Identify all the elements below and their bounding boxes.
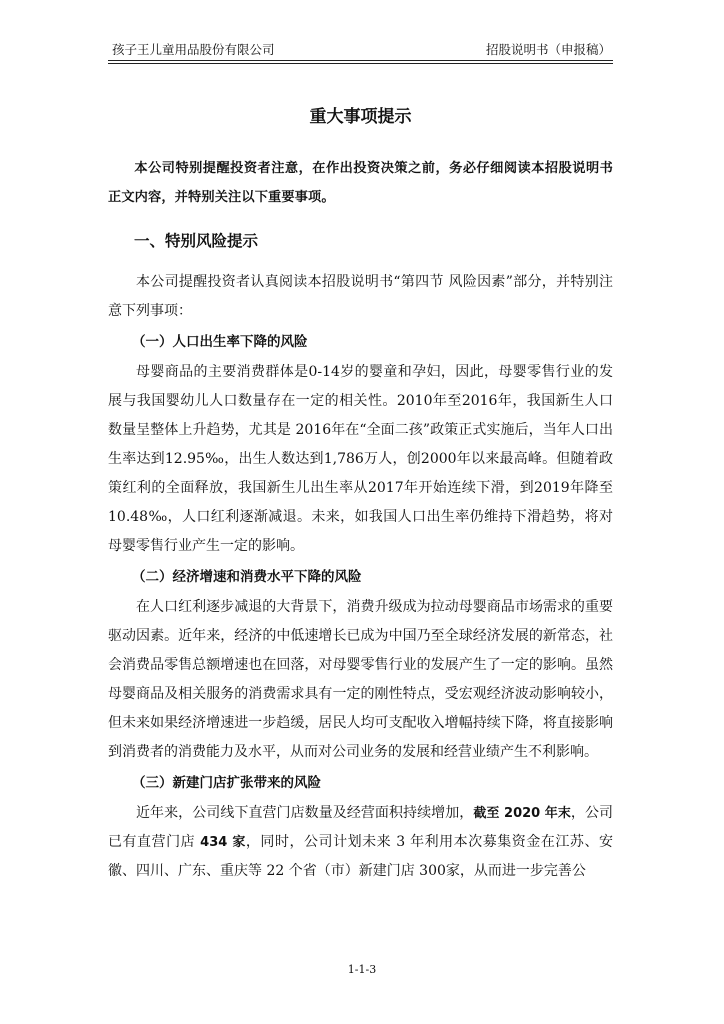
store-text-3: ，同时，公司计划未来 3 年利用本次募集资金在江苏、安徽、四川、广东、重庆等 22 个省（市）新建门店 300家，从而进一步完善公 (108, 834, 613, 879)
page-title: 重大事项提示 (309, 107, 412, 127)
page-content (108, 102, 613, 886)
section-heading-special-risks: 一、特别风险提示 (134, 232, 259, 250)
risk-body-economy: 在人口红利逐步减退的大背景下，消费升级成为拉动母婴商品市场需求的重要驱动因素。近年来，经济的中低速增长已成为中国乃至全球经济发展的新常态，社会消费品零售总额增速也在回落，对母婴零售行业的发展产生了一定的影响。虽然母婴商品及相关服务的消费需求具有一定的刚性特点，受宏观经济波动影响较小，但未来如果经济增速进一步趋缓，居民人均可支配收入增幅持续下降，将直接影响到消费者的消费能力及水平，从而对公司业务的发展和经营业绩产生不利影响。 (108, 599, 613, 760)
risk-body-birth-rate: 母婴商品的主要消费群体是0-14岁的婴童和孕妇，因此，母婴零售行业的发展与我国婴幼儿人口数量存在一定的相关性。2010年至2016年，我国新生人口数量呈整体上升趋势，尤其是 2016年在“全面二孩”政策正式实施后，当年人口出生率达到12.95‰，出生人数达到1,786万人，创2000年以来最高峰。但随着政策红利的全面释放，我国新生儿出生率从2017年开始连续下滑，到2019年降至10.48‰，人口红利逐渐减退。未来，如我国人口出生率仍维持下滑趋势，将对母婴零售行业产生一定的影响。 (108, 364, 613, 554)
intro-paragraph: 本公司特别提醒投资者注意，在作出投资决策之前，务必仔细阅读本招股说明书正文内容，并特别关注以下重要事项。 (108, 161, 613, 205)
header-company-name: 孩子王儿童用品股份有限公司 (112, 42, 275, 57)
store-text-bold-count: 434 家 (200, 835, 246, 850)
risk-heading-birth-rate: （一）人口出生率下降的风险 (132, 334, 308, 350)
risk-heading-economy: （二）经济增速和消费水平下降的风险 (132, 569, 362, 585)
page-header (108, 40, 613, 62)
store-text-bold-date: 截至 2020 年末 (473, 806, 571, 821)
risk-body-store-expansion (108, 799, 613, 886)
risk-heading-store-expansion: （三）新建门店扩张带来的风险 (132, 775, 321, 791)
header-rule-thick (108, 60, 613, 61)
section-intro-paragraph: 本公司提醒投资者认真阅读本招股说明书“第四节 风险因素”部分，并特别注意下列事项： (108, 274, 613, 319)
page-number: 1-1-3 (347, 963, 377, 976)
header-document-type: 招股说明书（申报稿） (485, 42, 611, 57)
store-text-1: 近年来，公司线下直营门店数量及经营面积持续增加， (136, 805, 474, 821)
header-rule-thin (108, 63, 613, 64)
store-text-2: ，公司已有直营门店 (108, 805, 614, 850)
